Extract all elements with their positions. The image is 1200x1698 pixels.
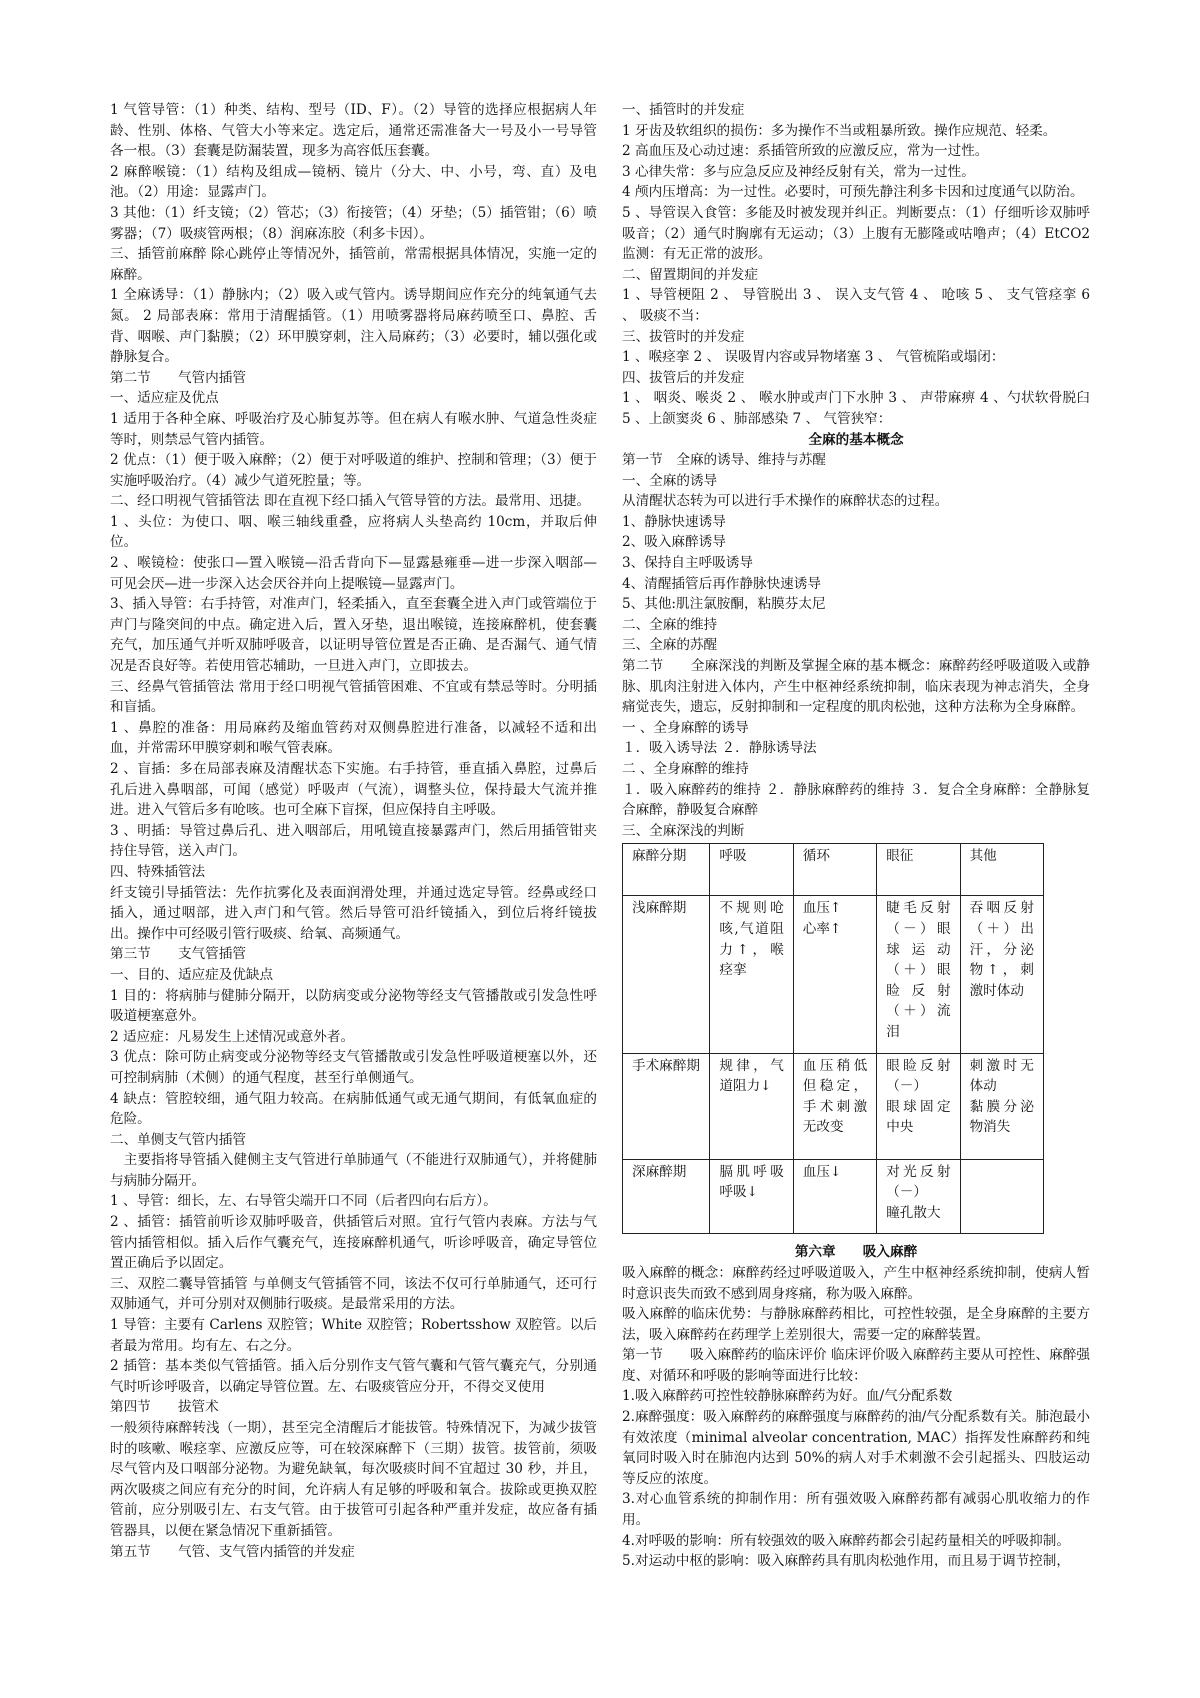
right-mid-section (622, 450, 1090, 841)
paragraph: 1 、导管梗阻 2 、 导管脱出 3 、 误入支气管 4 、 呛咳 5 、 支气管痉挛 6 、 吸痰不当： (622, 287, 1090, 324)
paragraph: １．吸入诱导法 ２．静脉诱导法 (622, 740, 817, 757)
paragraph: 三、全麻的苏醒 (622, 637, 718, 654)
section-title: 全麻的基本概念 (808, 431, 904, 448)
paragraph: 三、全麻深浅的判断 (622, 822, 745, 839)
paragraph: 第三节 支气管插管 (110, 946, 246, 963)
paragraph: 2.麻醉强度：吸入麻醉药的麻醉强度与麻醉药的油/气分配系数有关。肺泡最小有效浓度（minimal alveolar concentration, MAC）指挥发性麻醉药和纯氧同时吸入时在肺泡内达到 50%的病人对手术刺激不会引起摇头、四肢运动等反应的浓度。 (622, 1409, 1090, 1487)
table-cell: 刺激时无体动 黏膜分泌物消失 (960, 1053, 1043, 1159)
table-header-cell: 眼征 (877, 844, 960, 896)
table-row (623, 1053, 1044, 1159)
paragraph: 一、插管时的并发症 (622, 102, 745, 118)
paragraph: 4 缺点：管腔较细，通气阻力较高。在病肺低通气或无通气期间，有低氧血症的危险。 (110, 1090, 597, 1128)
right-bottom-section (622, 1263, 1090, 1572)
paragraph: 一般须待麻醉转浅（一期），甚至完全清醒后才能拔管。特殊情况下，为减少拔管时的咳嗽、喉痉挛、应激反应等，可在较深麻醉下（三期）拔管。拔管前，须吸尽气管内及口咽部分泌物。为避免缺氧，每次吸痰时间不宜超过 30 秒，并且，两次吸痰之间应有充分的时间，允许病人有足够的呼吸和氧合。拔除或更换双腔管前，应分别吸引左、右支气管。由于拔管可引起各种严重并发症，故应备有插管器具，以便在紧急情况下重新插管。 (110, 1420, 597, 1539)
table-cell: 深麻醉期 (623, 1159, 710, 1234)
paragraph: 1 、 咽炎、喉炎 2 、 喉水肿或声门下水肿 3 、 声带麻痹 4 、勺状软骨脱臼 5 、上颌窦炎 6 、肺部感染 7 、 气管狭窄： (622, 390, 1090, 427)
paragraph: 1 、鼻腔的准备：用局麻药及缩血管药对双侧鼻腔进行准备，以减轻不适和出血，并常需环甲膜穿刺和喉气管表麻。 (110, 719, 597, 757)
paragraph: 纤支镜引导插管法：先作抗雾化及表面润滑处理，并通过选定导管。经鼻或经口插入，通过咽部，进入声门和气管。然后导管可沿纤镜插入，到位后将纤镜拔出。操作中可经吸引管行吸痰、给氧、高频通气。 (110, 884, 597, 942)
paragraph: 2 、盲插：多在局部表麻及清醒状态下实施。右手持管，垂直插入鼻腔，过鼻后孔后进入鼻咽部，可闻（感觉）呼吸声（气流），调整头位，保持最大气流并推进。进入气管后多有呛咳。也可全麻下盲探，但应保持自主呼吸。 (110, 761, 597, 819)
paragraph: 四、特殊插管法 (110, 863, 206, 880)
paragraph: 1 牙齿及软组织的损伤：多为操作不当或粗暴所致。操作应规范、轻柔。 (622, 122, 1057, 139)
paragraph: 5、其他:肌注氯胺酮，粘膜芬太尼 (622, 596, 826, 613)
paragraph: 二、留置期间的并发症 (622, 266, 758, 283)
paragraph: 5.对运动中枢的影响：吸入麻醉药具有肌肉松弛作用，而且易于调节控制， (622, 1553, 1070, 1570)
table-header-cell: 呼吸 (710, 844, 793, 896)
chapter-title: 第六章 吸入麻醉 (794, 1244, 918, 1261)
table-header-cell: 循环 (793, 844, 876, 896)
table-cell: 规律，气道阻力↓ (710, 1053, 793, 1159)
table-header-cell: 麻醉分期 (623, 844, 710, 896)
paragraph: 2 麻醉喉镜：（1）结构及组成—镜柄、镜片（分大、中、小号，弯、直）及电池。（2）用途：显露声门。 (110, 163, 597, 201)
table-cell: 睫毛反射（－）眼球运动（＋）眼睑反射（＋）流泪 (877, 896, 960, 1053)
paragraph: 二、单侧支气管内插管 (110, 1131, 246, 1148)
paragraph: 1 目的：将病肺与健肺分隔开，以防病变或分泌物等经支气管播散或引发急性呼吸道梗塞意外。 (110, 987, 597, 1025)
paragraph: 第二节 气管内插管 (110, 369, 246, 386)
paragraph: 四、拔管后的并发症 (622, 369, 745, 386)
paragraph: 3.对心血管系统的抑制作用：所有强效吸入麻醉药都有减弱心肌收缩力的作用。 (622, 1491, 1090, 1529)
paragraph: 第一节 吸入麻醉药的临床评价 临床评价吸入麻醉药主要从可控性、麻醉强度、对循环和呼吸的影响等面进行比较： (622, 1347, 1090, 1384)
paragraph: 1 导管：主要有 Carlens 双腔管；White 双腔管；Robertsshow 双腔管。以后者最为常用。均有左、右之分。 (110, 1317, 597, 1354)
paragraph: 1 、导管：细长，左、右导管尖端开口不同（后者四向右后方）。 (110, 1193, 497, 1210)
left-column (110, 100, 597, 1562)
paragraph: 1 、头位：为使口、咽、喉三轴线重叠，应将病人头垫高约 10cm，并取后伸位。 (110, 513, 597, 551)
right-top-section (622, 100, 1090, 430)
paragraph: 1 适用于各种全麻、呼吸治疗及心肺复苏等。但在病人有喉水肿、气道急性炎症等时，则禁忌气管内插管。 (110, 410, 597, 448)
table-cell: 血压↑ 心率↑ (793, 896, 876, 1053)
table-cell: 吞咽反射（＋）出汗，分泌物↑，刺激时体动 (960, 896, 1043, 1053)
paragraph: 2、吸入麻醉诱导 (622, 534, 726, 551)
paragraph: 吸入麻醉的临床优势：与静脉麻醉药相比，可控性较强，是全身麻醉的主要方法，吸入麻醉药在药理学上差别很大，需要一定的麻醉装置。 (622, 1306, 1090, 1343)
paragraph: 3 优点：除可防止病变或分泌物等经支气管播散或引发急性呼吸道梗塞以外，还可控制病肺（术侧）的通气程度，甚至行单侧通气。 (110, 1049, 597, 1086)
table-header-cell: 其他 (960, 844, 1043, 896)
paragraph: 3 、明插：导管过鼻后孔、进入咽部后，用吼镜直接暴露声门，然后用插管钳夹持住导管，送入声门。 (110, 822, 597, 860)
paragraph: 1、静脉快速诱导 (622, 513, 726, 530)
paragraph: 4、清醒插管后再作静脉快速诱导 (622, 575, 821, 592)
paragraph: 第二节 全麻深浅的判断及掌握全麻的基本概念：麻醉药经呼吸道吸入或静脉、肌肉注射进入体内，产生中枢神经系统抑制，临床表现为神志消失，全身痛觉丧失，遗忘，反射抑制和一定程度的肌肉松弛，这种方法称为全身麻醉。 (622, 658, 1090, 716)
paragraph: 一 、全身麻醉的诱导 (622, 719, 749, 736)
table-cell: 对光反射（－） 瞳孔散大 (877, 1159, 960, 1234)
paragraph: 1 气管导管：（1）种类、结构、型号（ID、F）。（2）导管的选择应根据病人年龄、性别、体格、气管大小等来定。选定后，通常还需准备大一号及小一号导管各一根。（3）套囊是防漏装置，现多为高容低压套囊。 (110, 102, 597, 160)
paragraph: 三、经鼻气管插管法 常用于经口明视气管插管困难、不宜或有禁忌等时。分明插和盲插。 (110, 678, 597, 716)
paragraph: 2 插管：基本类似气管插管。插入后分别作支气管气囊和气管气囊充气，分别通气时听诊呼吸音，以确定导管位置。左、右吸痰管应分开，不得交叉使用 (110, 1358, 597, 1395)
paragraph: 一、目的、适应症及优缺点 (110, 966, 274, 983)
paragraph: 5 、导管误入食管：多能及时被发现并纠正。判断要点：（1）仔细听诊双肺呼吸音；（2）通气时胸廓有无运动；（3）上腹有无膨隆或咕噜声；（4）EtCO2 监测：有无正常的波形。 (622, 204, 1090, 263)
paragraph: 第一节 全麻的诱导、维持与苏醒 (622, 452, 826, 469)
table-cell: 膈肌呼吸呼吸↓ (710, 1159, 793, 1234)
paragraph: 3 心律失常：多与应急反应及神经反射有关，常为一过性。 (622, 163, 975, 180)
paragraph: 2 高血压及心动过速：系插管所致的应激反应，常为一过性。 (622, 143, 989, 160)
paragraph: 第四节 拔管术 (110, 1399, 219, 1416)
paragraph: 第五节 气管、支气管内插管的并发症 (110, 1543, 355, 1560)
paragraph: 2 优点：（1）便于吸入麻醉；（2）便于对呼吸道的维护、控制和管理；（3）便于实施呼吸治疗。（4）减少气道死腔量；等。 (110, 452, 597, 489)
paragraph: 三、拔管时的并发症 (622, 328, 745, 345)
table-cell: 血压稍低但稳定，手术刺激无改变 (793, 1053, 876, 1159)
table-row (623, 896, 1044, 1053)
paragraph: 二、全麻的维持 (622, 616, 718, 633)
table-header-row (623, 844, 1044, 896)
paragraph: 2 、喉镜检：使张口—置入喉镜—沿舌背向下—显露悬雍垂—进一步深入咽部—可见会厌—进一步深入达会厌谷并向上提喉镜—显露声门。 (110, 555, 597, 592)
paragraph: 4.对呼吸的影响：所有较强效的吸入麻醉药都会引起药量相关的呼吸抑制。 (622, 1532, 1070, 1549)
paragraph: 3、插入导管：右手持管，对准声门，轻柔插入，直至套囊全进入声门或管端位于声门与隆突间的中点。确定进入后，置入牙垫，退出喉镜，连接麻醉机，使套囊充气，加压通气并听双肺呼吸音，以证明导管位置是否正确、是否漏气、通气情况是否良好等。若使用管芯辅助，一旦进入声门，立即拔去。 (110, 596, 597, 675)
table-cell: 手术麻醉期 (623, 1053, 710, 1159)
paragraph: 1 、喉痉挛 2 、 误吸胃内容或异物堵塞 3 、 气管梳陷或塌闭： (622, 349, 1005, 366)
paragraph: 一、全麻的诱导 (622, 472, 718, 489)
paragraph: 1.吸入麻醉药可控性较静脉麻醉药为好。血/气分配系数 (622, 1388, 953, 1405)
paragraph: 从清醒状态转为可以进行手术操作的麻醉状态的过程。 (622, 493, 949, 510)
paragraph: 1 全麻诱导：（1）静脉内；（2）吸入或气管内。诱导期间应作充分的纯氧通气去氮。 2 局部表麻：常用于清醒插管。（1）用喷雾器将局麻药喷至口、鼻腔、舌背、咽喉、声门黏膜；（2）环甲膜穿刺，注入局麻药；（3）必要时，辅以强化或静脉复合。 (110, 287, 597, 366)
paragraph: 二、经口明视气管插管法 即在直视下经口插入气管导管的方法。最常用、迅捷。 (110, 493, 591, 510)
paragraph: 2 、插管：插管前听诊双肺呼吸音，供插管后对照。宜行气管内表麻。方法与气管内插管相似。插入后作气囊充气，连接麻醉机通气，听诊呼吸音，确定导管位置正确后予以固定。 (110, 1214, 597, 1272)
anesthesia-depth-table (622, 843, 1044, 1234)
paragraph: １．吸入麻醉药的维持 ２．静脉麻醉药的维持 ３．复合全身麻醉：全静脉复合麻醉，静吸复合麻醉 (622, 781, 1090, 819)
table-cell: 眼睑反射（－） 眼球固定中央 (877, 1053, 960, 1159)
paragraph: 吸入麻醉的概念：麻醉药经过呼吸道吸入，产生中枢神经系统抑制，使病人暂时意识丧失而致不感到周身疼痛，称为吸入麻醉。 (622, 1264, 1090, 1302)
paragraph: 2 适应症：凡易发生上述情况或意外者。 (110, 1028, 355, 1045)
paragraph: 一、适应症及优点 (110, 390, 219, 407)
table-cell: 不规则呛咳,气道阻力↑，喉痉挛 (710, 896, 793, 1053)
table-cell (960, 1159, 1043, 1234)
table-row (623, 1159, 1044, 1234)
table-cell: 浅麻醉期 (623, 896, 710, 1053)
paragraph: 3 其他：（1）纤支镜；（2）管芯；（3）衔接管；（4）牙垫；（5）插管钳；（6）喷雾器；（7）吸痰管两根；（8）润麻冻胶（利多卡因）。 (110, 204, 597, 242)
paragraph: 三、双腔二囊导管插管 与单侧支气管插管不同，该法不仅可行单肺通气，还可行双肺通气，并可分别对双侧肺行吸痰。是最常采用的方法。 (110, 1275, 597, 1313)
paragraph: 主要指将导管插入健侧主支气管进行单肺通气（不能进行双肺通气），并将健肺与病肺分隔开。 (110, 1152, 597, 1189)
paragraph: 三、插管前麻醉 除心跳停止等情况外，插管前，常需根据具体情况，实施一定的麻醉。 (110, 246, 597, 283)
paragraph: 3、保持自主呼吸诱导 (622, 555, 753, 572)
paragraph: 4 颅内压增高：为一过性。必要时，可预先静注利多卡因和过度通气以防治。 (622, 184, 1084, 201)
right-column (622, 100, 1090, 1572)
paragraph: 二 、全身麻醉的维持 (622, 761, 749, 777)
table-cell: 血压↓ (793, 1159, 876, 1234)
